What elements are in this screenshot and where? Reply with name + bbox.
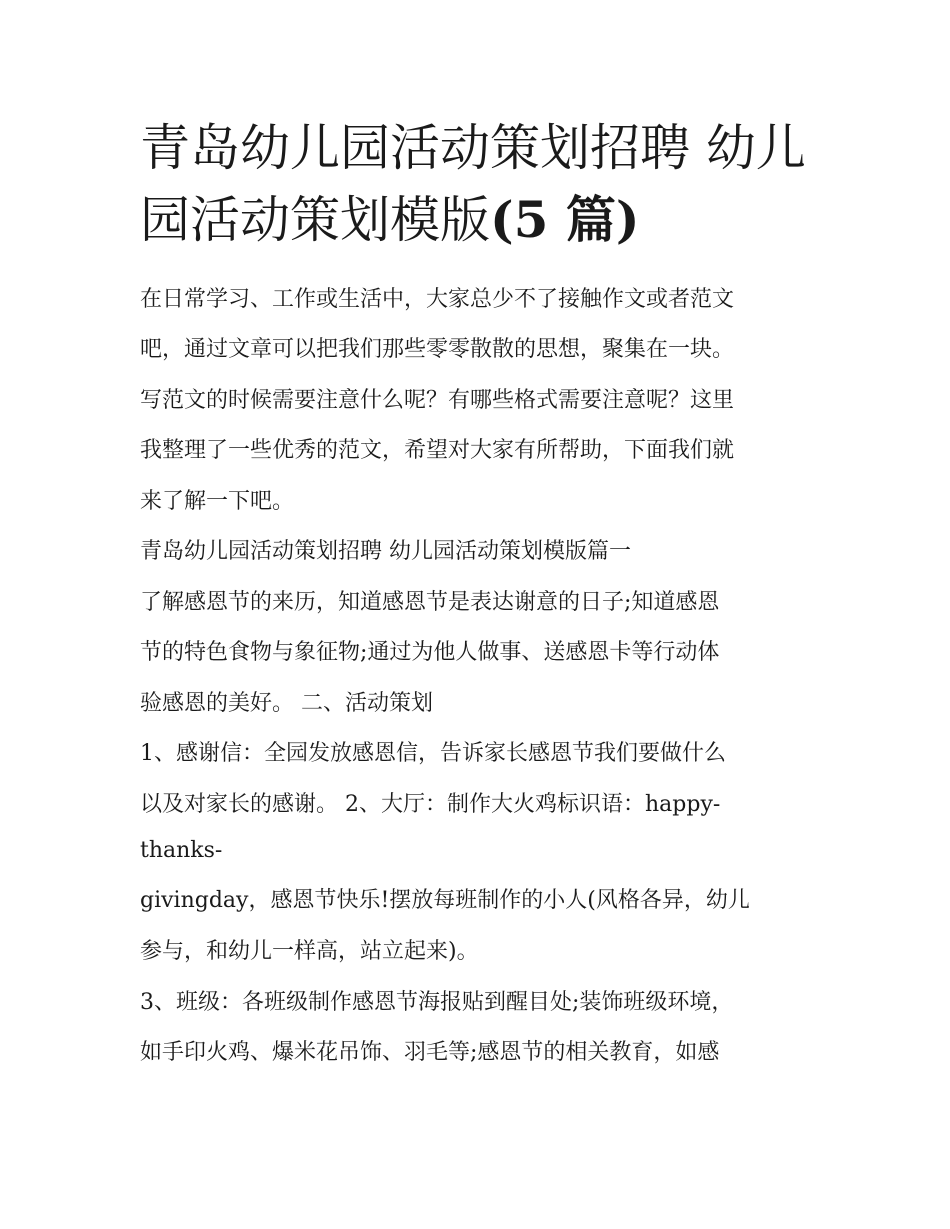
body-line: 以及对家长的感谢。 2、大厅：制作大火鸡标识语：happy-: [140, 792, 721, 817]
body-line: 了解感恩节的来历，知道感恩节是表达谢意的日子;知道感恩: [140, 590, 720, 615]
body-line: 3、班级：各班级制作感恩节海报贴到醒目处;装饰班级环境，: [140, 990, 734, 1015]
section-heading: 青岛幼儿园活动策划招聘 幼儿园活动策划模版篇一: [140, 539, 631, 564]
body-line: 来了解一下吧。: [140, 489, 295, 514]
body-line: givingday，感恩节快乐!摆放每班制作的小人(风格各异，幼儿: [140, 888, 750, 913]
body-line: 节的特色食物与象征物;通过为他人做事、送感恩卡等行动体: [140, 640, 720, 665]
title-line-2-count: (5 篇): [490, 190, 640, 249]
body-line: 写范文的时候需要注意什么呢？有哪些格式需要注意呢？这里: [140, 388, 735, 413]
body-line: thanks-: [140, 838, 223, 863]
body-line: 验感恩的美好。 二、活动策划: [140, 691, 433, 716]
body-line: 参与，和幼儿一样高，站立起来)。: [140, 939, 479, 964]
document-title: [140, 112, 820, 256]
title-line-1: 青岛幼儿园活动策划招聘 幼儿: [140, 119, 806, 177]
body-line: 如手印火鸡、爆米花吊饰、羽毛等;感恩节的相关教育，如感: [140, 1040, 720, 1065]
body-line: 吧，通过文章可以把我们那些零零散散的思想，聚集在一块。: [140, 337, 735, 362]
title-line-2: 园活动策划模版: [140, 191, 490, 249]
body-line: 我整理了一些优秀的范文，希望对大家有所帮助，下面我们就: [140, 438, 735, 463]
body-line: 1、感谢信：全园发放感恩信，告诉家长感恩节我们要做什么: [140, 741, 726, 766]
body-line: 在日常学习、工作或生活中，大家总少不了接触作文或者范文: [140, 287, 735, 312]
